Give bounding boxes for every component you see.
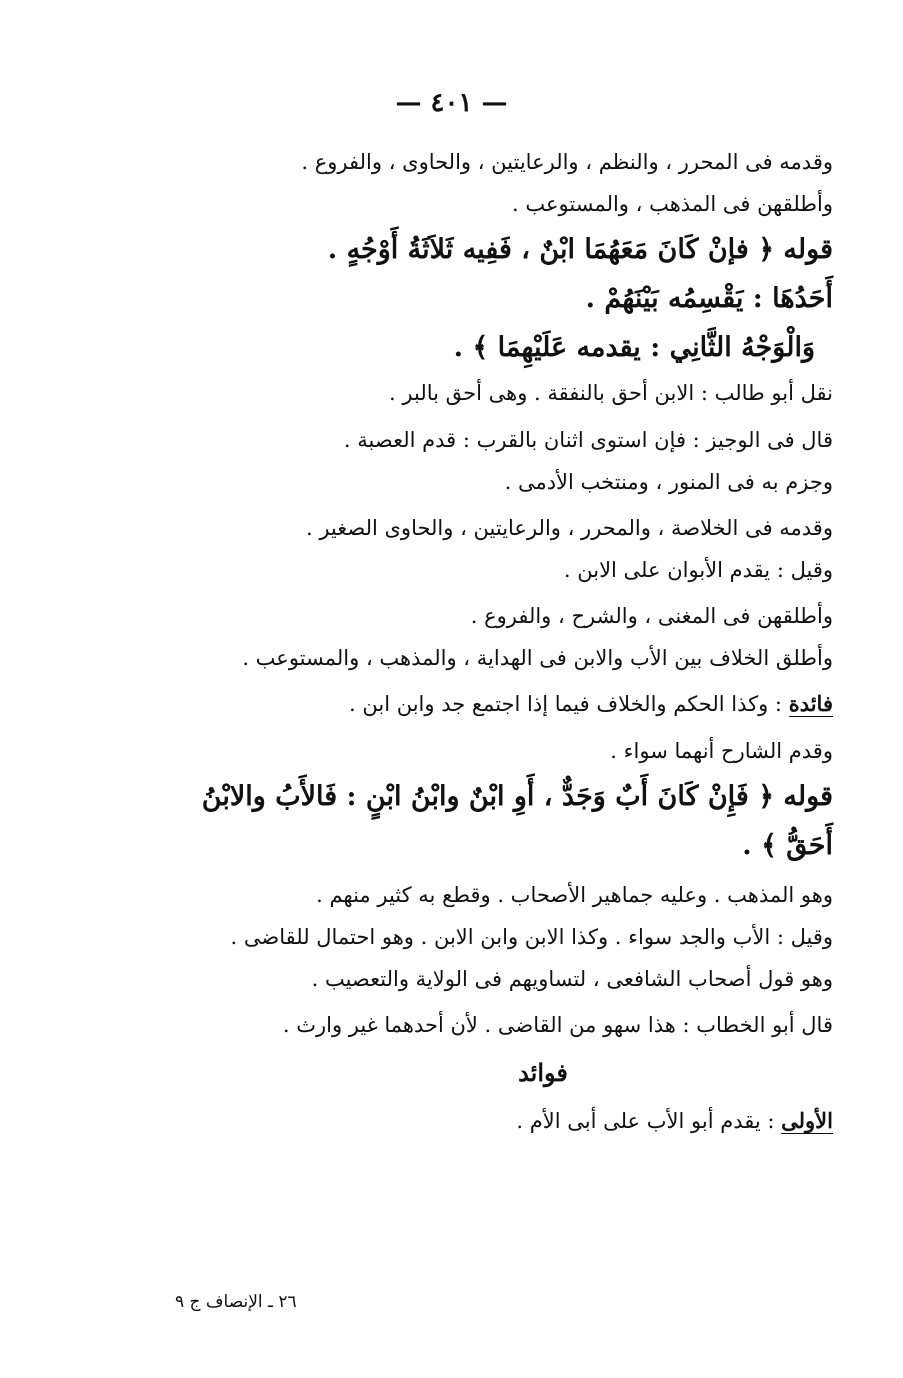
text-line: وقدمه فى الخلاصة ، والمحرر ، والرعايتين ، والحاوى الصغير .: [305, 515, 833, 540]
text-line: وجزم به فى المنور ، ومنتخب الأدمى .: [504, 469, 833, 494]
text-line: وقيل : الأب والجد سواء . وكذا الابن وابن الابن . وهو احتمال للقاضى .: [230, 924, 833, 949]
note-label: فائدة: [788, 691, 833, 717]
text-body: [63, 150, 833, 1133]
note-text: : وكذا الحكم والخلاف فيما إذا اجتمع جد وابن ابن .: [349, 692, 789, 717]
text-line: وأطلقهن فى المذهب ، والمستوعب .: [512, 192, 833, 217]
quoted-text-line: أَحَقُّ ﴾ .: [742, 829, 833, 861]
note-text: : يقدم أبو الأب على أبى الأم .: [516, 1108, 782, 1133]
page-number: — ٤٠١ —: [395, 88, 508, 118]
note-line: [63, 692, 833, 716]
note-line: [63, 1109, 833, 1133]
text-line: وأطلق الخلاف بين الأب والابن فى الهداية ، والمذهب ، والمستوعب .: [242, 646, 833, 671]
signature-mark: ٢٦ ـ الإنصاف ج ٩: [175, 1292, 297, 1312]
quoted-text-line: أَحَدُهَا : يَقْسِمُه بَيْنَهُمْ .: [585, 283, 833, 315]
section-heading: فوائد: [518, 1058, 568, 1088]
quoted-text-line: قوله ﴿ فَإِنْ كَانَ أَبٌ وَجَدٌّ ، أَوِ ابْنٌ وابْنُ ابْنٍ : فَالأَبُ والابْنُ: [201, 780, 833, 812]
text-line: نقل أبو طالب : الابن أحق بالنفقة . وهى أحق بالبر .: [389, 381, 833, 406]
note-label: الأولى: [781, 1107, 833, 1133]
quoted-text-line: وَالْوَجْهُ الثَّانِي : يقدمه عَلَيْهِمَا ﴾ .: [453, 332, 815, 364]
text-line: قال فى الوجيز : فإن استوى اثنان بالقرب : قدم العصبة .: [343, 427, 833, 452]
text-line: وقدم الشارح أنهما سواء .: [610, 738, 833, 763]
text-line: وهو قول أصحاب الشافعى ، لتساويهم فى الولاية والتعصيب .: [311, 967, 833, 992]
text-line: قال أبو الخطاب : هذا سهو من القاضى . لأن أحدهما غير وارث .: [282, 1013, 833, 1038]
text-line: وأطلقهن فى المغنى ، والشرح ، والفروع .: [470, 604, 833, 629]
text-line: وقدمه فى المحرر ، والنظم ، والرعايتين ، والحاوى ، والفروع .: [301, 150, 833, 174]
quoted-text-line: قوله ﴿ فإنْ كَانَ مَعَهُمَا ابْنٌ ، فَفِيه ثَلاَثَةُ أَوْجُهٍ .: [327, 234, 833, 266]
text-line: وقيل : يقدم الأبوان على الابن .: [563, 557, 833, 582]
text-line: وهو المذهب . وعليه جماهير الأصحاب . وقطع به كثير منهم .: [316, 882, 833, 907]
